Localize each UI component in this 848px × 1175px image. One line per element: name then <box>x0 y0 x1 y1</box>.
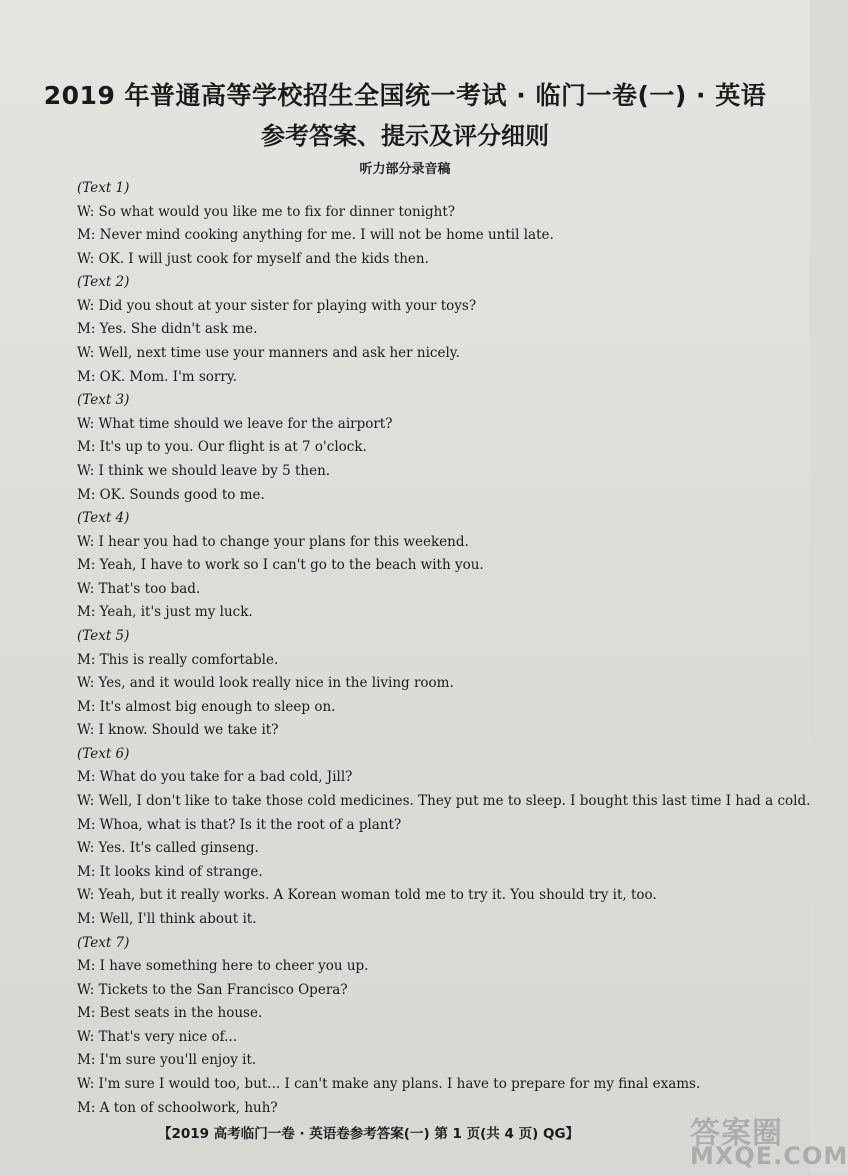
dialogue-line: W: What time should we leave for the airport? <box>77 415 393 432</box>
dialogue-line: M: I'm sure you'll enjoy it. <box>77 1052 257 1069</box>
watermark-logo <box>676 1108 848 1170</box>
dialogue-line: W: That's very nice of... <box>77 1028 238 1045</box>
dialogue-line: M: It's up to you. Our flight is at 7 o'clock. <box>77 439 367 456</box>
dialogue-line: W: Yes, and it would look really nice in the living room. <box>77 675 454 692</box>
text-label: (Text 6) <box>77 745 130 762</box>
text-label: (Text 1) <box>77 180 130 196</box>
dialogue-line: M: Well, I'll think about it. <box>77 910 257 927</box>
dialogue-line: M: This is really comfortable. <box>77 651 279 668</box>
page-footer: 【2019 高考临门一卷 · 英语卷参考答案(一) 第 1 页(共 4 页) QG】 <box>158 1126 580 1142</box>
dialogue-line: W: I think we should leave by 5 then. <box>77 462 331 479</box>
dialogue-line: W: I hear you had to change your plans for this weekend. <box>77 533 469 550</box>
watermark-cn: 答案圈 <box>690 1116 783 1151</box>
dialogue-line: M: What do you take for a bad cold, Jill? <box>77 769 353 786</box>
text-label: (Text 4) <box>77 510 130 527</box>
dialogue-line: M: Yeah, it's just my luck. <box>77 604 253 621</box>
dialogue-line: W: That's too bad. <box>77 580 201 597</box>
dialogue-line: M: Yes. She didn't ask me. <box>77 321 258 338</box>
dialogue-line: W: Did you shout at your sister for playing with your toys? <box>77 297 477 314</box>
dialogue-line: W: Well, next time use your manners and ask her nicely. <box>77 345 460 362</box>
dialogue-line: M: I have something here to cheer you up. <box>77 958 369 975</box>
dialogue-line: W: Well, I don't like to take those cold medicines. They put me to sleep. I bought this last time I had a cold. <box>77 793 811 810</box>
dialogue-line: M: It's almost big enough to sleep on. <box>77 698 336 715</box>
dialogue-line: M: Yeah, I have to work so I can't go to the beach with you. <box>77 557 484 574</box>
dialogue-line: M: OK. Mom. I'm sorry. <box>77 368 237 385</box>
dialogue-line: M: A ton of schoolwork, huh? <box>77 1099 278 1116</box>
watermark-en: MXQE.COM <box>690 1142 848 1170</box>
dialogue-line: W: Tickets to the San Francisco Opera? <box>77 981 348 998</box>
text-label: (Text 2) <box>77 274 130 291</box>
dialogue-line: M: It looks kind of strange. <box>77 863 263 880</box>
text-label: (Text 7) <box>77 934 130 951</box>
document-title: 2019 年普通高等学校招生全国统一考试 · 临门一卷(一) · 英语 <box>43 81 767 110</box>
dialogue-line: M: OK. Sounds good to me. <box>77 486 265 503</box>
listening-transcript <box>77 177 811 1120</box>
dialogue-line: M: Never mind cooking anything for me. I will not be home until late. <box>77 227 554 244</box>
dialogue-line: M: Best seats in the house. <box>77 1005 263 1022</box>
document-subtitle: 参考答案、提示及评分细则 <box>261 122 549 150</box>
dialogue-line: W: I know. Should we take it? <box>77 722 279 739</box>
dialogue-line: W: Yeah, but it really works. A Korean woman told me to try it. You should try it, too. <box>77 887 657 904</box>
dialogue-line: W: Yes. It's called ginseng. <box>77 840 259 857</box>
section-heading: 听力部分录音稿 <box>359 162 451 177</box>
dialogue-line: M: Whoa, what is that? Is it the root of a plant? <box>77 816 402 833</box>
text-label: (Text 3) <box>77 392 130 409</box>
dialogue-line: W: I'm sure I would too, but... I can't make any plans. I have to prepare for my final exams. <box>77 1075 701 1092</box>
dialogue-line: W: OK. I will just cook for myself and the kids then. <box>77 250 429 267</box>
text-label: (Text 5) <box>77 627 130 644</box>
dialogue-line: W: So what would you like me to fix for dinner tonight? <box>77 203 456 220</box>
